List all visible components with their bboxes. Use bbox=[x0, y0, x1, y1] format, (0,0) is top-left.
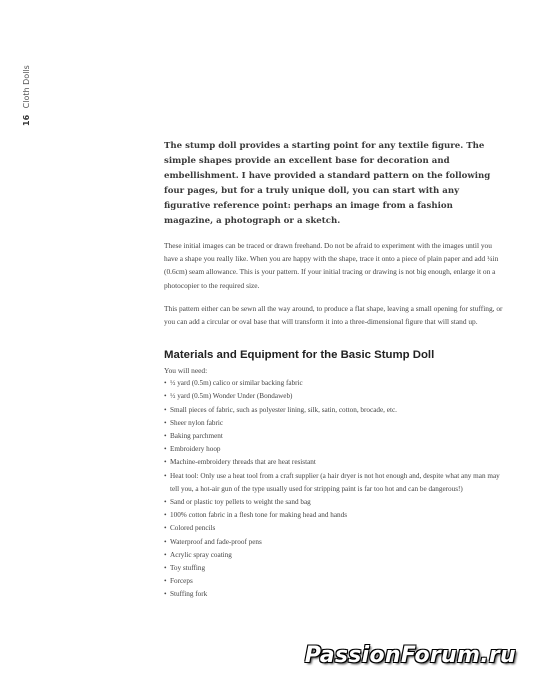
watermark: PassionForum.ru bbox=[304, 643, 516, 668]
list-item: • Baking parchment bbox=[164, 430, 504, 443]
page-number: 16 bbox=[22, 114, 31, 126]
running-title: Cloth Dolls bbox=[22, 65, 31, 109]
list-item: • Toy stuffing bbox=[164, 562, 504, 575]
list-item: • Sand or plastic toy pellets to weight the sand bag bbox=[164, 496, 504, 509]
list-item: • Embroidery hoop bbox=[164, 443, 504, 456]
list-item: • ½ yard (0.5m) calico or similar backing fabric bbox=[164, 377, 504, 390]
list-item: • Colored pencils bbox=[164, 522, 504, 535]
section-heading: Materials and Equipment for the Basic Stump Doll bbox=[164, 349, 435, 362]
list-item: • Waterproof and fade-proof pens bbox=[164, 536, 504, 549]
list-item: • ½ yard (0.5m) Wonder Under (Bondaweb) bbox=[164, 390, 504, 403]
list-item: • Small pieces of fabric, such as polyester lining, silk, satin, cotton, brocade, etc. bbox=[164, 404, 504, 417]
running-header-text bbox=[22, 65, 31, 126]
list-item: • Acrylic spray coating bbox=[164, 549, 504, 562]
list-item: • 100% cotton fabric in a flesh tone for making head and hands bbox=[164, 509, 504, 522]
list-item: • Forceps bbox=[164, 575, 504, 588]
running-header bbox=[22, 60, 42, 130]
list-item: • Stuffing fork bbox=[164, 588, 504, 601]
page-content bbox=[164, 139, 504, 602]
intro-paragraph: The stump doll provides a starting point for any textile figure. The simple shapes provide an excellent base for decoration and embellishment. I have provided a standard pattern on the following four pages, but for a truly unique doll, you can start with any figurative reference point: perhaps an image from a fashion magazine, a photograph or a sketch. bbox=[164, 141, 491, 226]
materials-list bbox=[164, 377, 504, 601]
list-item: • Heat tool: Only use a heat tool from a craft supplier (a hair dryer is not hot enough and, despite what any man may tell you, a hot-air gun of the type usually used for stripping paint is far too hot and can be dangerous!) bbox=[164, 470, 504, 496]
body-paragraph: This pattern either can be sewn all the way around, to produce a flat shape, leaving a small opening for stuffing, or you can add a circular or oval base that will transform it into a three-dimensional figure that will stand up. bbox=[164, 303, 503, 327]
list-item: • Machine-embroidery threads that are heat resistant bbox=[164, 456, 504, 469]
materials-intro: You will need: bbox=[164, 366, 208, 376]
body-paragraph: These initial images can be traced or drawn freehand. Do not be afraid to experiment with the images until you have a shape you really like. When you are happy with the shape, trace it onto a piece of plain paper and add ¼in (0.6cm) seam allowance. This is your pattern. If your initial tracing or drawing is not big enough, enlarge it on a photocopier to the required size. bbox=[164, 241, 499, 290]
list-item: • Sheer nylon fabric bbox=[164, 417, 504, 430]
